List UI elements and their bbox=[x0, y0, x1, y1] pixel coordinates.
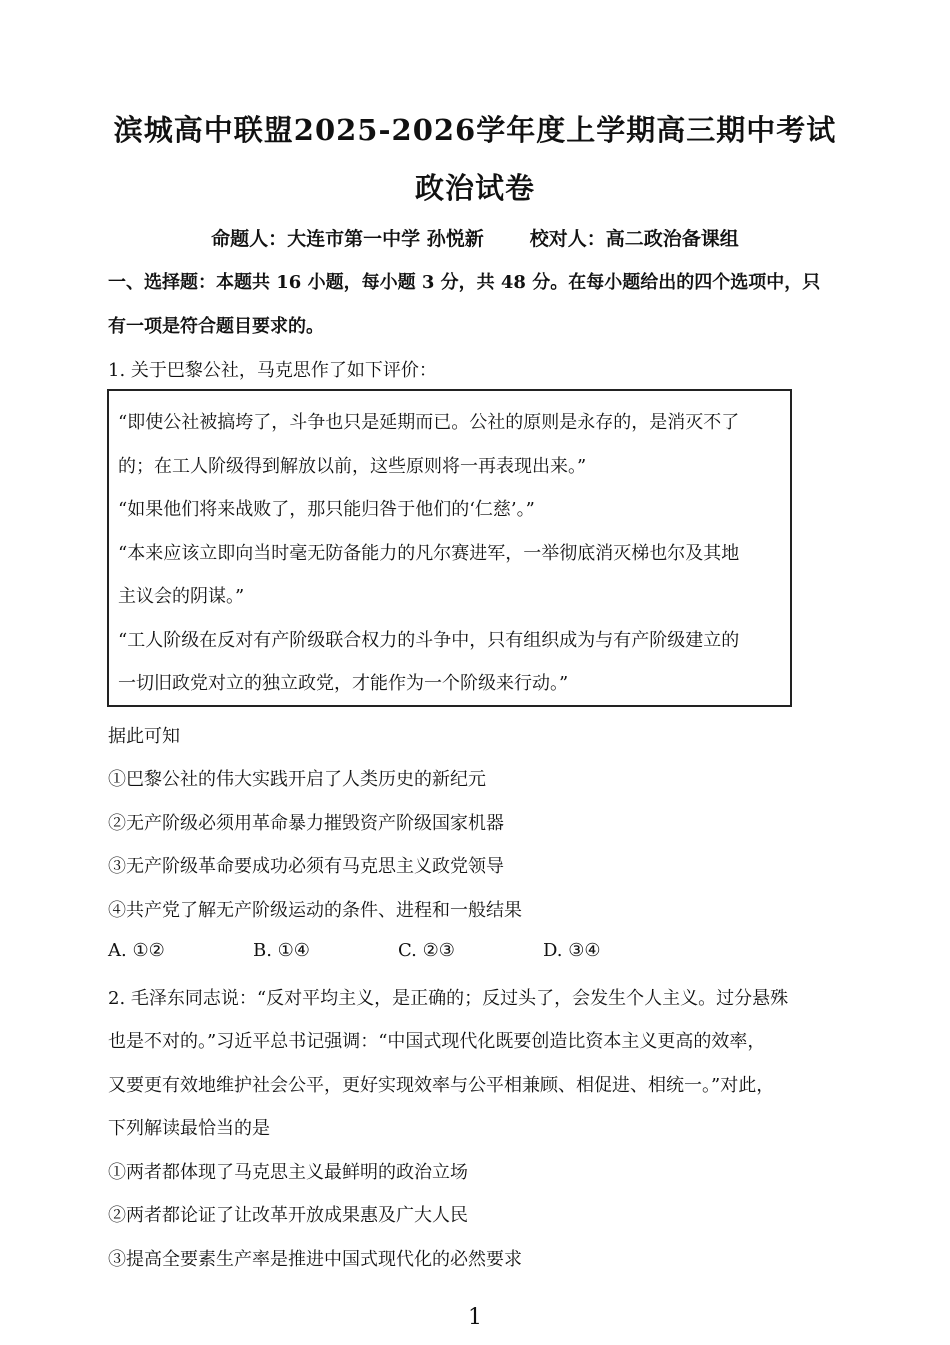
q1-item: ④共产党了解无产阶级运动的条件、进程和一般结果 bbox=[108, 900, 522, 921]
option-a[interactable]: A. ①② bbox=[108, 940, 165, 961]
page-number: 1 bbox=[468, 1305, 482, 1330]
quote-line: 主议会的阴谋。” bbox=[118, 586, 245, 607]
byline bbox=[0, 224, 950, 251]
q2-stem-line: 2. 毛泽东同志说：“反对平均主义，是正确的；反过头了，会发生个人主义。过分悬殊 bbox=[108, 988, 789, 1009]
q1-item: ①巴黎公社的伟大实践开启了人类历史的新纪元 bbox=[108, 769, 486, 790]
author: 命题人：大连市第一中学 孙悦新 bbox=[211, 228, 484, 250]
q2-item: ③提高全要素生产率是推进中国式现代化的必然要求 bbox=[108, 1249, 522, 1270]
section-instructions-1: 一、选择题：本题共 16 小题，每小题 3 分，共 48 分。在每小题给出的四个选项中，只 bbox=[108, 272, 821, 293]
quote-line: 一切旧政党对立的独立政党，才能作为一个阶级来行动。” bbox=[118, 673, 569, 694]
quote-line: “工人阶级在反对有产阶级联合权力的斗争中，只有组织成为与有产阶级建立的 bbox=[118, 630, 740, 651]
q2-stem-line: 也是不对的。”习近平总书记强调：“中国式现代化既要创造比资本主义更高的效率， bbox=[108, 1031, 766, 1052]
q2-stem-line: 下列解读最恰当的是 bbox=[108, 1118, 270, 1139]
proofreader: 校对人：高二政治备课组 bbox=[529, 228, 739, 250]
option-d[interactable]: D. ③④ bbox=[543, 940, 601, 961]
q2-item: ②两者都论证了让改革开放成果惠及广大人民 bbox=[108, 1205, 468, 1226]
q1-item: ②无产阶级必须用革命暴力摧毁资产阶级国家机器 bbox=[108, 813, 504, 834]
exam-title: 滨城高中联盟2025-2026学年度上学期高三期中考试 bbox=[113, 113, 837, 147]
quote-line: “如果他们将来战败了，那只能归咎于他们的‘仁慈’。” bbox=[118, 499, 535, 520]
q2-stem-line: 又要更有效地维护社会公平，更好实现效率与公平相兼顾、相促进、相统一。”对此， bbox=[108, 1075, 775, 1096]
quote-line: “即使公社被搞垮了，斗争也只是延期而已。公社的原则是永存的，是消灭不了 bbox=[118, 412, 740, 433]
option-c[interactable]: C. ②③ bbox=[398, 940, 455, 961]
q1-item: ③无产阶级革命要成功必须有马克思主义政党领导 bbox=[108, 856, 504, 877]
q2-item: ①两者都体现了马克思主义最鲜明的政治立场 bbox=[108, 1162, 468, 1183]
q1-lead: 据此可知 bbox=[108, 726, 180, 747]
q1-stem: 1. 关于巴黎公社，马克思作了如下评价： bbox=[108, 360, 437, 381]
section-instructions-2: 有一项是符合题目要求的。 bbox=[108, 316, 324, 337]
exam-subtitle: 政治试卷 bbox=[414, 171, 535, 205]
q1-options bbox=[108, 940, 688, 961]
quote-line: 的；在工人阶级得到解放以前，这些原则将一再表现出来。” bbox=[118, 456, 587, 477]
option-b[interactable]: B. ①④ bbox=[253, 940, 310, 961]
quote-line: “本来应该立即向当时毫无防备能力的凡尔赛进军，一举彻底消灭梯也尔及其地 bbox=[118, 543, 740, 564]
